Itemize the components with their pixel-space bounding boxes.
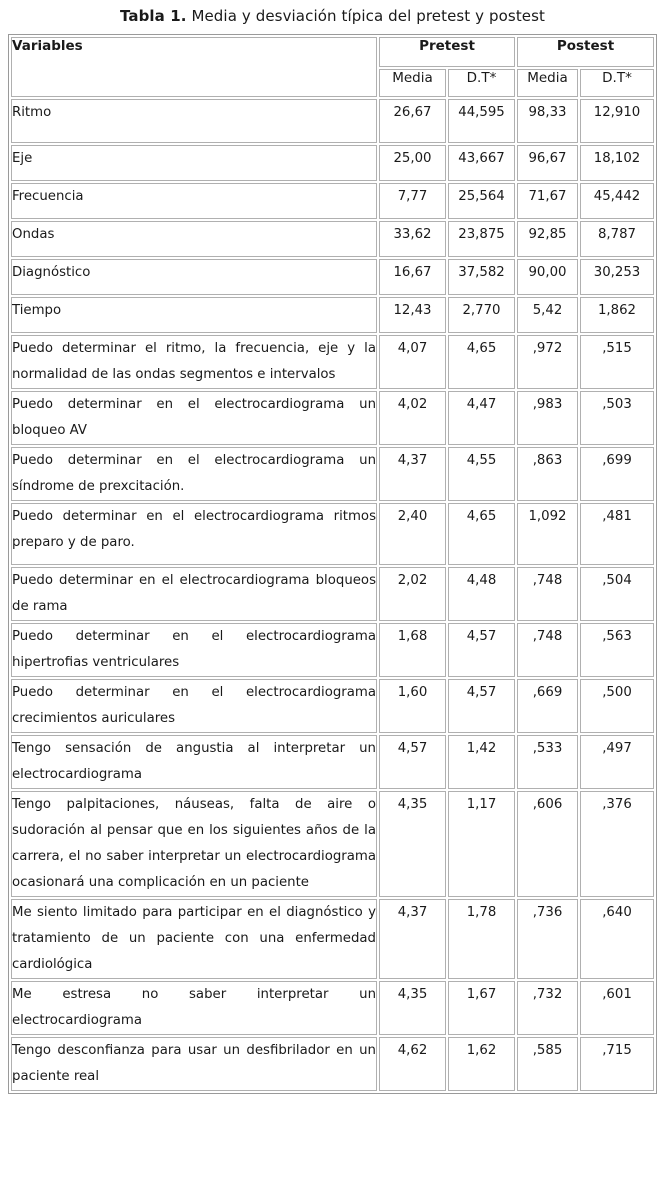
cell-post-media: 5,42: [517, 297, 578, 333]
header-postest-media: Media: [517, 69, 578, 97]
table-caption-text: Media y desviación típica del pretest y postest: [191, 7, 546, 25]
cell-pre-dt: 4,48: [448, 567, 515, 621]
cell-pre-media: 12,43: [379, 297, 446, 333]
cell-pre-dt: 43,667: [448, 145, 515, 181]
cell-post-dt: ,500: [580, 679, 654, 733]
cell-post-dt: ,601: [580, 981, 654, 1035]
cell-variable: Tengo desconfianza para usar un desfibrilador en un paciente real: [11, 1037, 377, 1091]
cell-pre-dt: 1,42: [448, 735, 515, 789]
cell-variable: Me estresa no saber interpretar un electrocardiograma: [11, 981, 377, 1035]
cell-post-dt: ,715: [580, 1037, 654, 1091]
cell-pre-dt: 1,17: [448, 791, 515, 897]
table-row: [11, 503, 654, 565]
cell-pre-dt: 4,65: [448, 503, 515, 565]
cell-pre-dt: 44,595: [448, 99, 515, 143]
cell-pre-media: 4,07: [379, 335, 446, 389]
cell-variable: Frecuencia: [11, 183, 377, 219]
table-row: [11, 183, 654, 219]
cell-variable: Puedo determinar en el electrocardiograma un bloqueo AV: [11, 391, 377, 445]
table-row: [11, 567, 654, 621]
cell-variable: Puedo determinar en el electrocardiograma ritmos preparo y de paro.: [11, 503, 377, 565]
cell-post-media: ,585: [517, 1037, 578, 1091]
cell-pre-dt: 1,62: [448, 1037, 515, 1091]
cell-post-dt: 45,442: [580, 183, 654, 219]
cell-pre-dt: 4,57: [448, 679, 515, 733]
cell-post-dt: ,376: [580, 791, 654, 897]
cell-pre-media: 7,77: [379, 183, 446, 219]
cell-variable: Ondas: [11, 221, 377, 257]
cell-post-dt: ,640: [580, 899, 654, 979]
table-row: [11, 145, 654, 181]
cell-post-dt: 8,787: [580, 221, 654, 257]
table-row: [11, 899, 654, 979]
header-postest: Postest: [517, 37, 654, 67]
table-row: [11, 1037, 654, 1091]
cell-pre-media: 4,37: [379, 447, 446, 501]
cell-post-media: ,863: [517, 447, 578, 501]
table-row: [11, 447, 654, 501]
cell-pre-dt: 4,65: [448, 335, 515, 389]
cell-post-media: 96,67: [517, 145, 578, 181]
cell-pre-dt: 4,57: [448, 623, 515, 677]
cell-pre-media: 2,02: [379, 567, 446, 621]
cell-variable: Eje: [11, 145, 377, 181]
cell-pre-media: 1,68: [379, 623, 446, 677]
cell-post-media: ,606: [517, 791, 578, 897]
cell-pre-media: 4,37: [379, 899, 446, 979]
cell-post-media: 71,67: [517, 183, 578, 219]
cell-pre-media: 25,00: [379, 145, 446, 181]
cell-pre-media: 33,62: [379, 221, 446, 257]
cell-post-dt: 30,253: [580, 259, 654, 295]
cell-post-media: ,972: [517, 335, 578, 389]
cell-pre-dt: 1,78: [448, 899, 515, 979]
cell-post-media: 92,85: [517, 221, 578, 257]
cell-post-media: 98,33: [517, 99, 578, 143]
cell-pre-dt: 4,47: [448, 391, 515, 445]
cell-variable: Puedo determinar en el electrocardiograma bloqueos de rama: [11, 567, 377, 621]
table-row: [11, 791, 654, 897]
cell-post-dt: ,563: [580, 623, 654, 677]
results-table-frame: [8, 34, 657, 1094]
cell-pre-media: 2,40: [379, 503, 446, 565]
table-row: [11, 297, 654, 333]
cell-post-dt: ,504: [580, 567, 654, 621]
header-variables: Variables: [11, 37, 377, 97]
table-row: [11, 679, 654, 733]
cell-variable: Tengo palpitaciones, náuseas, falta de aire o sudoración al pensar que en los siguientes años de la carrera, el no saber interpretar un electrocardiograma ocasionará una complicación en un paciente: [11, 791, 377, 897]
cell-pre-dt: 23,875: [448, 221, 515, 257]
cell-post-media: 90,00: [517, 259, 578, 295]
cell-pre-dt: 1,67: [448, 981, 515, 1035]
cell-post-media: ,669: [517, 679, 578, 733]
cell-post-dt: ,515: [580, 335, 654, 389]
table-caption: [0, 0, 665, 32]
table-row: [11, 221, 654, 257]
cell-post-dt: ,481: [580, 503, 654, 565]
cell-post-dt: ,503: [580, 391, 654, 445]
cell-variable: Puedo determinar en el electrocardiograma crecimientos auriculares: [11, 679, 377, 733]
cell-pre-media: 4,62: [379, 1037, 446, 1091]
cell-variable: Tiempo: [11, 297, 377, 333]
table-row: [11, 335, 654, 389]
cell-variable: Puedo determinar el ritmo, la frecuencia, eje y la normalidad de las ondas segmentos e intervalos: [11, 335, 377, 389]
cell-pre-media: 4,02: [379, 391, 446, 445]
cell-post-media: ,533: [517, 735, 578, 789]
cell-pre-media: 26,67: [379, 99, 446, 143]
cell-pre-dt: 4,55: [448, 447, 515, 501]
cell-post-dt: 18,102: [580, 145, 654, 181]
cell-pre-media: 1,60: [379, 679, 446, 733]
table-caption-label: Tabla 1.: [119, 7, 187, 25]
cell-pre-dt: 37,582: [448, 259, 515, 295]
cell-pre-media: 16,67: [379, 259, 446, 295]
cell-post-dt: ,699: [580, 447, 654, 501]
cell-post-dt: ,497: [580, 735, 654, 789]
table-row: [11, 623, 654, 677]
cell-variable: Ritmo: [11, 99, 377, 143]
table-row: [11, 391, 654, 445]
table-row: [11, 259, 654, 295]
table-row: [11, 99, 654, 143]
header-postest-dt: D.T*: [580, 69, 654, 97]
cell-pre-dt: 2,770: [448, 297, 515, 333]
cell-post-media: ,736: [517, 899, 578, 979]
cell-variable: Puedo determinar en el electrocardiograma un síndrome de prexcitación.: [11, 447, 377, 501]
cell-variable: Puedo determinar en el electrocardiograma hipertrofias ventriculares: [11, 623, 377, 677]
cell-variable: Tengo sensación de angustia al interpretar un electrocardiograma: [11, 735, 377, 789]
cell-post-media: ,983: [517, 391, 578, 445]
header-pretest-dt: D.T*: [448, 69, 515, 97]
cell-variable: Me siento limitado para participar en el diagnóstico y tratamiento de un paciente con una enfermedad cardiológica: [11, 899, 377, 979]
header-pretest-media: Media: [379, 69, 446, 97]
cell-pre-media: 4,35: [379, 791, 446, 897]
table-row: [11, 735, 654, 789]
header-pretest: Pretest: [379, 37, 515, 67]
cell-pre-media: 4,57: [379, 735, 446, 789]
cell-pre-media: 4,35: [379, 981, 446, 1035]
cell-variable: Diagnóstico: [11, 259, 377, 295]
table-row: [11, 981, 654, 1035]
cell-post-dt: 1,862: [580, 297, 654, 333]
cell-post-media: 1,092: [517, 503, 578, 565]
cell-post-dt: 12,910: [580, 99, 654, 143]
results-table: [9, 35, 656, 1093]
cell-post-media: ,748: [517, 567, 578, 621]
cell-pre-dt: 25,564: [448, 183, 515, 219]
cell-post-media: ,748: [517, 623, 578, 677]
table-body: [11, 99, 654, 1091]
cell-post-media: ,732: [517, 981, 578, 1035]
